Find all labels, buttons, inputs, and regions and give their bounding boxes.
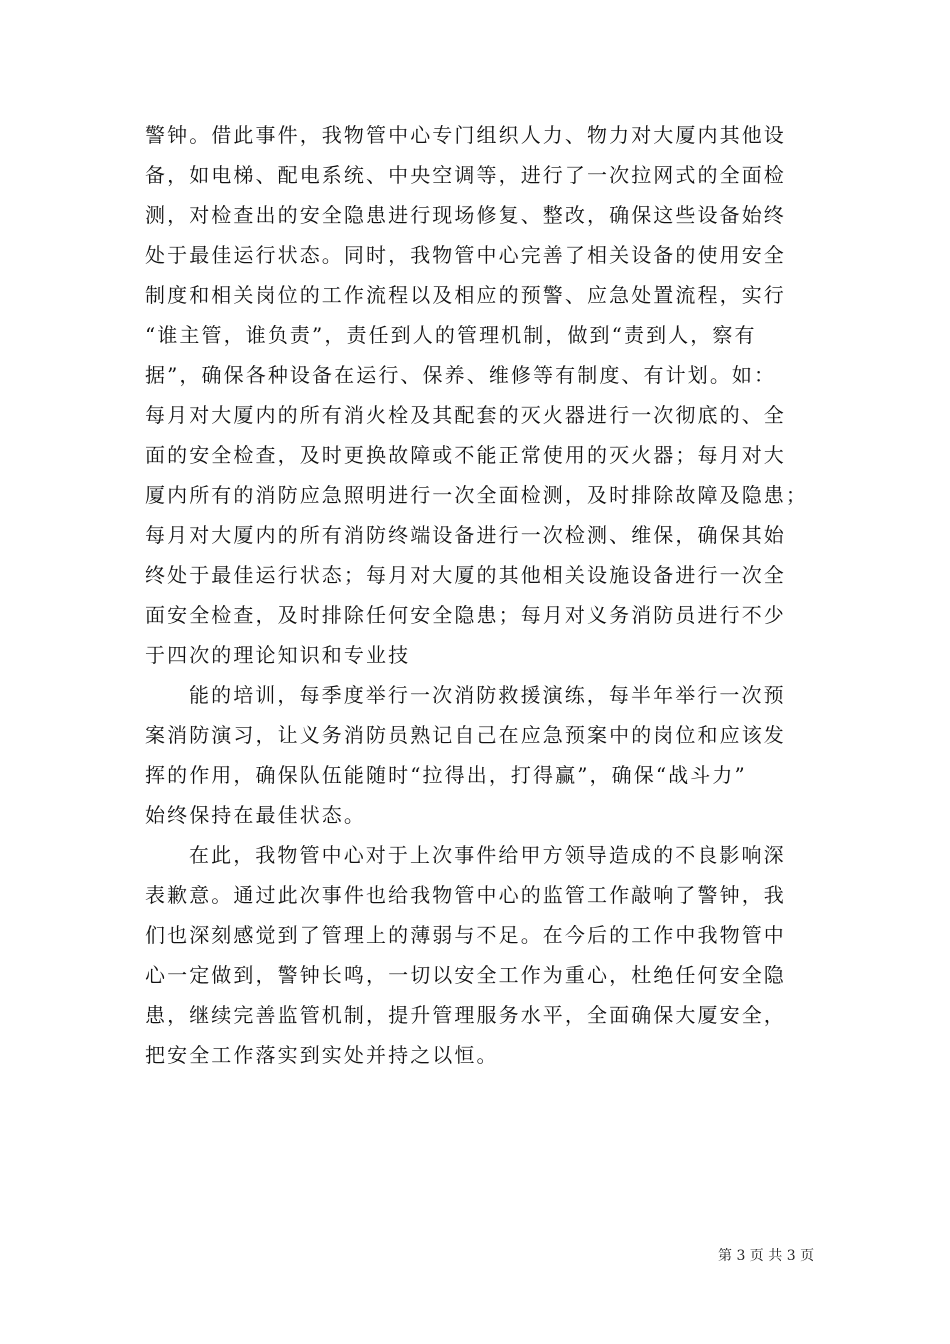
text-line: 们也深刻感觉到了管理上的薄弱与不足。在今后的工作中我物管中	[145, 923, 786, 947]
text-line: 面安全检查，及时排除任何安全隐患；每月对义务消防员进行不少	[145, 603, 786, 627]
text-line: 据”，确保各种设备在运行、保养、维修等有制度、有计划。如：	[145, 363, 777, 387]
paragraph-2	[145, 675, 810, 835]
text-line: 终处于最佳运行状态；每月对大厦的其他相关设施设备进行一次全	[145, 563, 786, 587]
text-line: 在此，我物管中心对于上次事件给甲方领导造成的不良影响深	[189, 843, 786, 867]
text-line: 面的安全检查，及时更换故障或不能正常使用的灭火器；每月对大	[145, 443, 786, 467]
document-body	[145, 115, 810, 1075]
text-line: 始终保持在最佳状态。	[145, 803, 366, 827]
text-line: 表歉意。通过此次事件也给我物管中心的监管工作敲响了警钟，我	[145, 883, 786, 907]
text-line: 处于最佳运行状态。同时，我物管中心完善了相关设备的使用安全	[145, 243, 786, 267]
text-line: 每月对大厦内的所有消火栓及其配套的灭火器进行一次彻底的、全	[145, 403, 786, 427]
text-line: “谁主管，谁负责”，责任到人的管理机制，做到“责到人，察有	[145, 323, 757, 347]
text-line: 案消防演习，让义务消防员熟记自己在应急预案中的岗位和应该发	[145, 723, 786, 747]
text-line: 心一定做到，警钟长鸣，一切以安全工作为重心，杜绝任何安全隐	[145, 963, 786, 987]
text-line: 把安全工作落实到实处并持之以恒。	[145, 1043, 499, 1067]
text-line: 警钟。借此事件，我物管中心专门组织人力、物力对大厦内其他设	[145, 123, 786, 147]
text-line: 于四次的理论知识和专业技	[145, 643, 411, 667]
page-number-footer: 第 3 页 共 3 页	[718, 1248, 815, 1264]
text-line: 制度和相关岗位的工作流程以及相应的预警、应急处置流程，实行	[145, 283, 786, 307]
paragraph-3	[145, 835, 810, 1075]
text-line: 测，对检查出的安全隐患进行现场修复、整改，确保这些设备始终	[145, 203, 786, 227]
text-line: 患，继续完善监管机制，提升管理服务水平，全面确保大厦安全，	[145, 1003, 786, 1027]
text-line: 能的培训，每季度举行一次消防救援演练，每半年举行一次预	[189, 683, 786, 707]
text-line: 每月对大厦内的所有消防终端设备进行一次检测、维保，确保其始	[145, 523, 786, 547]
text-line: 挥的作用，确保队伍能随时“拉得出，打得赢”，确保“战斗力”	[145, 763, 747, 787]
text-line: 厦内所有的消防应急照明进行一次全面检测，及时排除故障及隐患；	[145, 483, 808, 507]
paragraph-1	[145, 115, 810, 675]
text-line: 备，如电梯、配电系统、中央空调等，进行了一次拉网式的全面检	[145, 163, 786, 187]
